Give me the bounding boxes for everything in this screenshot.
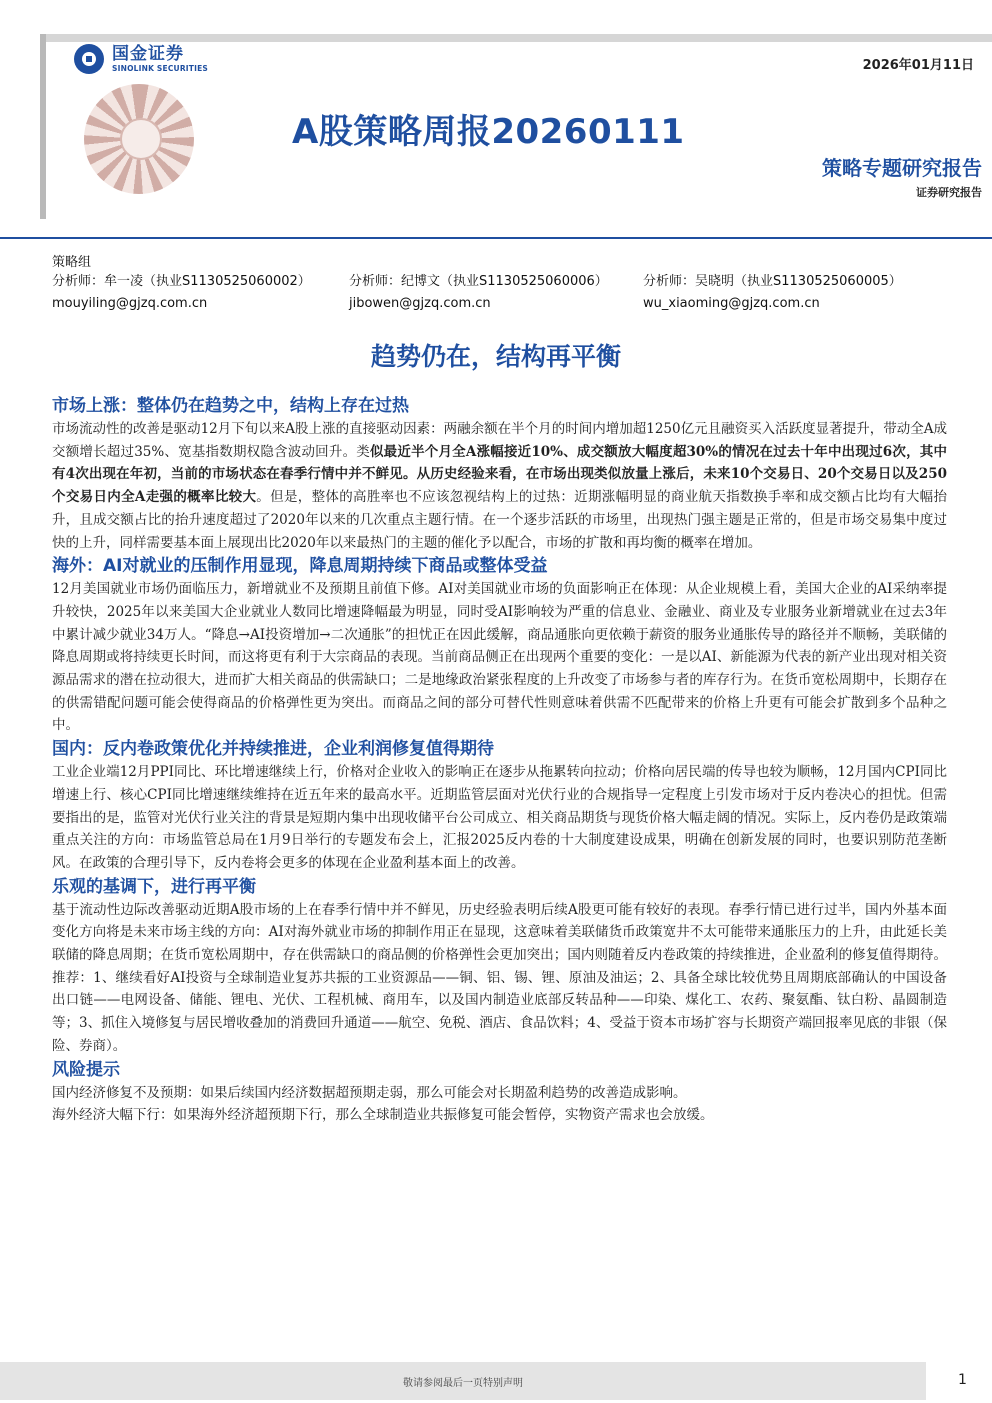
company-logo [74, 44, 208, 74]
analyst-item [52, 271, 349, 315]
analyst-item [643, 271, 943, 315]
qr-center-badge [120, 118, 162, 160]
paragraph-text: 市场流动性的改善是驱动12月下旬以来A股上涨的直接驱动因素：两融余额在半个月的时间内增加超1250亿元且融资买入活跃度显著提升，带动全A成交额增长超过35%、宽基指数期权隐含波动回升。类 [52, 421, 947, 460]
risk-item: 海外经济大幅下行：如果海外经济超预期下行，那么全球制造业共振修复可能会暂停，实物资产需求也会放缓。 [52, 1107, 714, 1124]
paragraph-text: 。但是，整体的高胜率也不应该忽视结构上的过热：近期涨幅明显的商业航天指数换手率和成交额占比均有大幅抬升，且成交额占比的抬升速度超过了2020年以来的几次重点主题行情。在一个逐步活跃的市场里，出现热门强主题是正常的，但是市场交易集中度过快的上升，同样需要基本面上展现出比2020年以来最热门的主题的催化予以配合，市场的扩散和再均衡的概率在增加。 [52, 489, 948, 551]
section-title: 海外：AI对就业的压制作用显现，降息周期持续下商品或整体受益 [52, 556, 548, 577]
logo-en-text: SINOLINK SECURITIES [112, 64, 209, 73]
report-title: A股策略周报20260111 [292, 112, 685, 152]
section-title: 市场上涨：整体仍在趋势之中，结构上存在过热 [52, 396, 409, 416]
section-paragraph: 基于流动性边际改善驱动近期A股市场的上在春季行情中并不鲜见，历史经验表明后续A股更可能有较好的表现。春季行情已进行过半，国内外基本面变化方向将是未来市场主线的方向：AI对海外就业市场的抑制作用正在显现，这意味着美联储货币政策宽井不太可能带来通胀压力的上升，由此延长美联储的降息周期；在货币宽松周期中，存在供需缺口的商品侧的价格弹性会更加突出；国内则随着反内卷政策的持续推进，企业盈利的修复值得期待。推荐：1、继续看好AI投资与全球制造业复苏共振的工业资源品——铜、铝、锡、锂、原油及油运；2、具备全球比较优势且周期底部确认的中国设备出口链——电网设备、储能、锂电、光伏、工程机械、商用车，以及国内制造业底部反转品种——印染、煤化工、农药、聚氨酯、钛白粉、晶圆制造等；3、抓住入境修复与居民增收叠加的消费回升通道——航空、免税、酒店、食品饮料；4、受益于资本市场扩容与长期资产端回报率见底的非银（保险、券商）。 [52, 901, 947, 1054]
footer-notice[interactable]: 敬请参阅最后一页特别声明 [403, 1378, 523, 1389]
report-subtype: 证券研究报告 [916, 186, 982, 199]
analyst-item [349, 271, 643, 315]
analyst-info: 分析师：吴晓明（执业S1130525060005） [643, 274, 902, 289]
team-name: 策略组 [52, 255, 92, 270]
risk-item: 国内经济修复不及预期：如果后续国内经济数据超预期走弱，那么可能会对长期盈利趋势的改善造成影响。 [52, 1084, 687, 1101]
sinolink-logo-icon [74, 44, 104, 74]
header-divider [0, 237, 992, 239]
section-title: 国内：反内卷政策优化并持续推进，企业利润修复值得期待 [52, 739, 494, 760]
analyst-list [52, 271, 952, 315]
analyst-email[interactable]: jibowen@gjzq.com.cn [349, 296, 491, 311]
paragraph-emphasis: 似最近半个月全A涨幅接近10%、成交额放大幅度超30%的情况在过去十年中出现过6次，其中有4次出现在年初，当前的市场状态在春季行情中并不鲜见。从历史经验来看，在市场出现类似放量上涨后，未来10个交易日、20个交易日以及250个交易日内全A走强的概率比较大 [52, 443, 947, 506]
analyst-email[interactable]: mouyiling@gjzq.com.cn [52, 296, 208, 311]
section-paragraph: 12月美国就业市场仍面临压力，新增就业不及预期且前值下修。AI对美国就业市场的负面影响正在体现：从企业规模上看，美国大企业的AI采纳率提升较快，2025年以来美国大企业就业人数同比增速降幅最为明显，同时受AI影响较为严重的信息业、金融业、商业及专业服务业新增就业在过去3年中累计减少就业34万人。“降息→AI投资增加→二次通胀”的担忧正在因此缓解，商品通胀向更依赖于薪资的服务业通胀传导的路径并不顺畅，美联储的降息周期或将持续更长时间，而这将更有利于大宗商品的表现。当前商品侧正在出现两个重要的变化：一是以AI、新能源为代表的新产业出现对相关资源品需求的潜在拉动很大，进而扩大相关商品的供需缺口；二是地缘政治紧张程度的上升改变了市场参与者的库存行为。在货币宽松周期中，长期存在的供需错配问题可能会使得商品的价格弹性更为突出。而商品之间的部分可替代性则意味着供需不匹配带来的价格上升更有可能会扩散到多个品种之中。 [52, 581, 947, 734]
report-body [52, 394, 947, 1127]
section-paragraph: 工业企业端12月PPI同比、环比增速继续上行，价格对企业收入的影响正在逐步从拖累转向拉动；价格向居民端的传导也较为顺畅，12月国内CPI同比增速上行、核心CPI同比增速继续维持在近五年来的最高水平。近期监管层面对光伏行业的合规指导一定程度上引发市场对于反内卷决心的担忧。但需要指出的是，监管对光伏行业关注的背景是短期内集中出现收储平台公司成立、相关商品期货与现货价格大幅走阔的情况。实际上，反内卷仍是政策端重点关注的方向：市场监管总局在1月9日举行的专题发布会上，汇报2025反内卷的十大制度建设成果，明确在创新发展的同时，也要识别防范垄断风。在政策的合理引导下，反内卷将会更多的体现在企业盈利基本面上的改善。 [52, 764, 947, 871]
section-title: 乐观的基调下，进行再平衡 [52, 876, 256, 897]
analyst-email[interactable]: wu_xiaoming@gjzq.com.cn [643, 296, 820, 311]
report-headline: 趋势仍在，结构再平衡 [370, 342, 621, 371]
header-left-bar [40, 34, 46, 219]
section-paragraph [52, 418, 947, 554]
logo-cn-text: 国金证券 [112, 44, 184, 64]
header-top-band [46, 34, 992, 42]
report-type: 策略专题研究报告 [822, 156, 982, 180]
analyst-info: 分析师：牟一凌（执业S1130525060002） [52, 274, 311, 289]
page-number: 1 [958, 1372, 967, 1388]
report-date: 2026年01月11日 [862, 58, 974, 73]
risk-title: 风险提示 [52, 1059, 120, 1080]
analyst-info: 分析师：纪博文（执业S1130525060006） [349, 274, 608, 289]
